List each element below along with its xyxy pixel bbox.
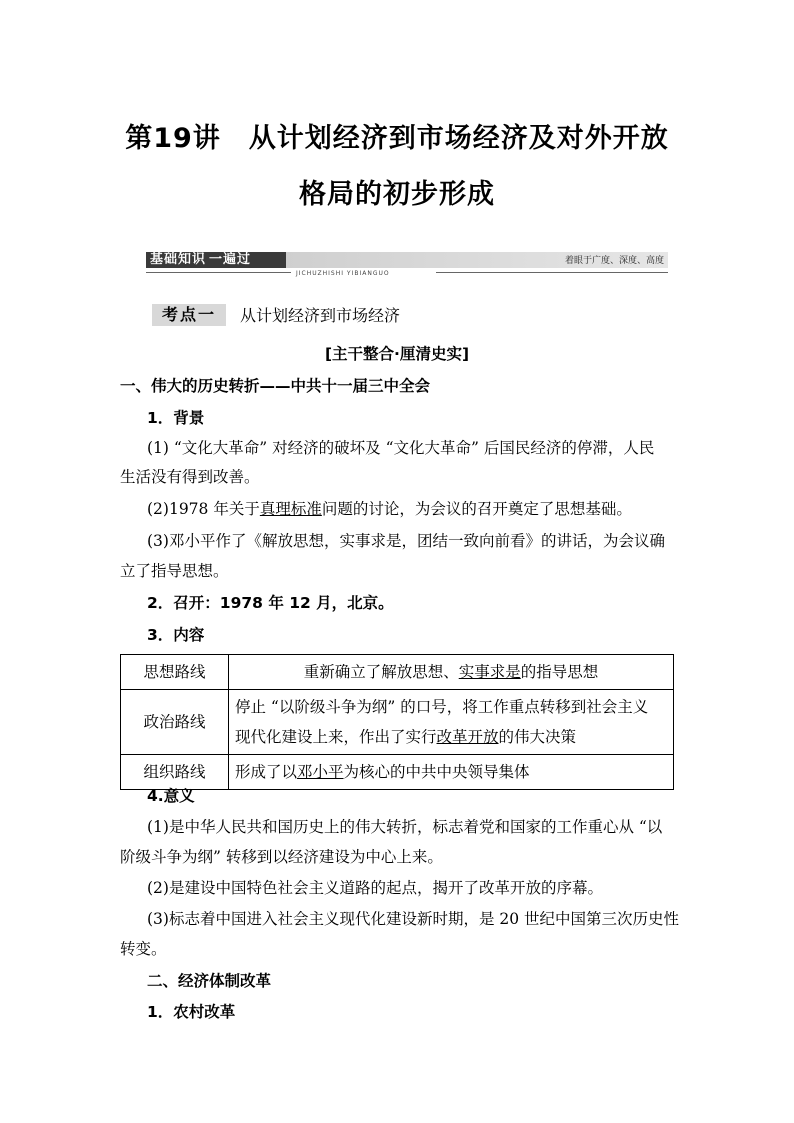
background-item-1-cont: 生活没有得到改善。 [120,468,260,486]
banner-label-suffix: 一遍过 [209,252,252,267]
page-title-continued: 格局的初步形成 [299,179,495,210]
background-heading: 1．背景 [147,409,205,427]
r2-line-2 [235,722,667,752]
section2-heading: 二、经济体制改革 [147,972,272,990]
background-item-2 [147,498,632,520]
topic-header [152,303,400,325]
banner-rule-right [436,272,668,273]
r2-underlined: 改革开放 [436,728,499,746]
meaning-item-1-cont: 阶级斗争为纲” 转移到以经济建设为中心上来。 [120,848,443,866]
r3-underlined: 邓小平 [297,763,344,781]
r1-text-a: 重新确立了解放思想、 [303,663,459,681]
subheading: [主干整合·厘清史实] [324,345,470,363]
table-key-cell: 组织路线 [121,755,229,790]
background-item-3: (3)邓小平作了《解放思想，实事求是，团结一致向前看》的讲话，为会议确 [147,532,665,550]
r2-text-a: 现代化建设上来，作出了实行 [235,728,437,746]
background-item-3-cont: 立了指导思想。 [120,562,229,580]
meaning-item-3-cont: 转变。 [120,940,167,958]
meaning-item-2: (2)是建设中国特色社会主义道路的起点，揭开了改革开放的序幕。 [147,879,603,897]
table-value-cell [229,690,674,755]
content-heading: 3．内容 [147,626,205,644]
bg2-text-b: 问题的讨论，为会议的召开奠定了思想基础。 [321,500,632,518]
section-banner [146,250,668,280]
rural-reform-heading: 1．农村改革 [147,1003,236,1021]
table-row [121,690,674,755]
topic-title: 从计划经济到市场经济 [240,306,401,325]
banner-label-main: 基础知识 [150,252,207,267]
table-key-cell: 思想路线 [121,655,229,690]
page-title: 第19讲 从计划经济到市场经济及对外开放 [125,123,669,154]
meaning-item-3: (3)标志着中国进入社会主义现代化建设新时期，是 20 世纪中国第三次历史性 [147,910,680,928]
topic-tag: 考点一 [152,304,226,326]
r1-underlined: 实事求是 [458,663,521,681]
bg2-text-a: (2)1978 年关于 [147,500,260,518]
table-row [121,655,674,690]
section1-heading: 一、伟大的历史转折——中共十一届三中全会 [120,377,431,395]
table-value-cell [229,655,674,690]
table-key-cell: 政治路线 [121,690,229,755]
table-row [121,755,674,790]
background-item-1: (1) “文化大革命” 对经济的破坏及 “文化大革命” 后国民经济的停滞，人民 [147,439,655,457]
table-value-cell [229,755,674,790]
r2-line-1: 停止 “以阶级斗争为纲” 的口号，将工作重点转移到社会主义 [235,698,649,716]
meaning-item-1: (1)是中华人民共和国历史上的伟大转折，标志着党和国家的工作重心从 “以 [147,818,663,836]
meaning-heading: 4.意义 [147,787,195,805]
banner-tagline: 着眼于广度、深度、高度 [564,256,664,266]
r1-text-b: 的指导思想 [520,663,599,681]
banner-rule-left [146,272,291,273]
content-table [120,654,674,790]
r2-text-b: 的伟大决策 [498,728,577,746]
r3-text-b: 为核心的中共中央领导集体 [343,763,530,781]
convene-line: 2．召开：1978 年 12 月，北京。 [147,594,394,612]
bg2-underlined: 真理标准 [259,500,322,518]
r3-text-a: 形成了以 [235,763,298,781]
banner-pinyin: JICHUZHISHI YIBIANGUO [296,270,390,277]
banner-label [150,252,251,268]
